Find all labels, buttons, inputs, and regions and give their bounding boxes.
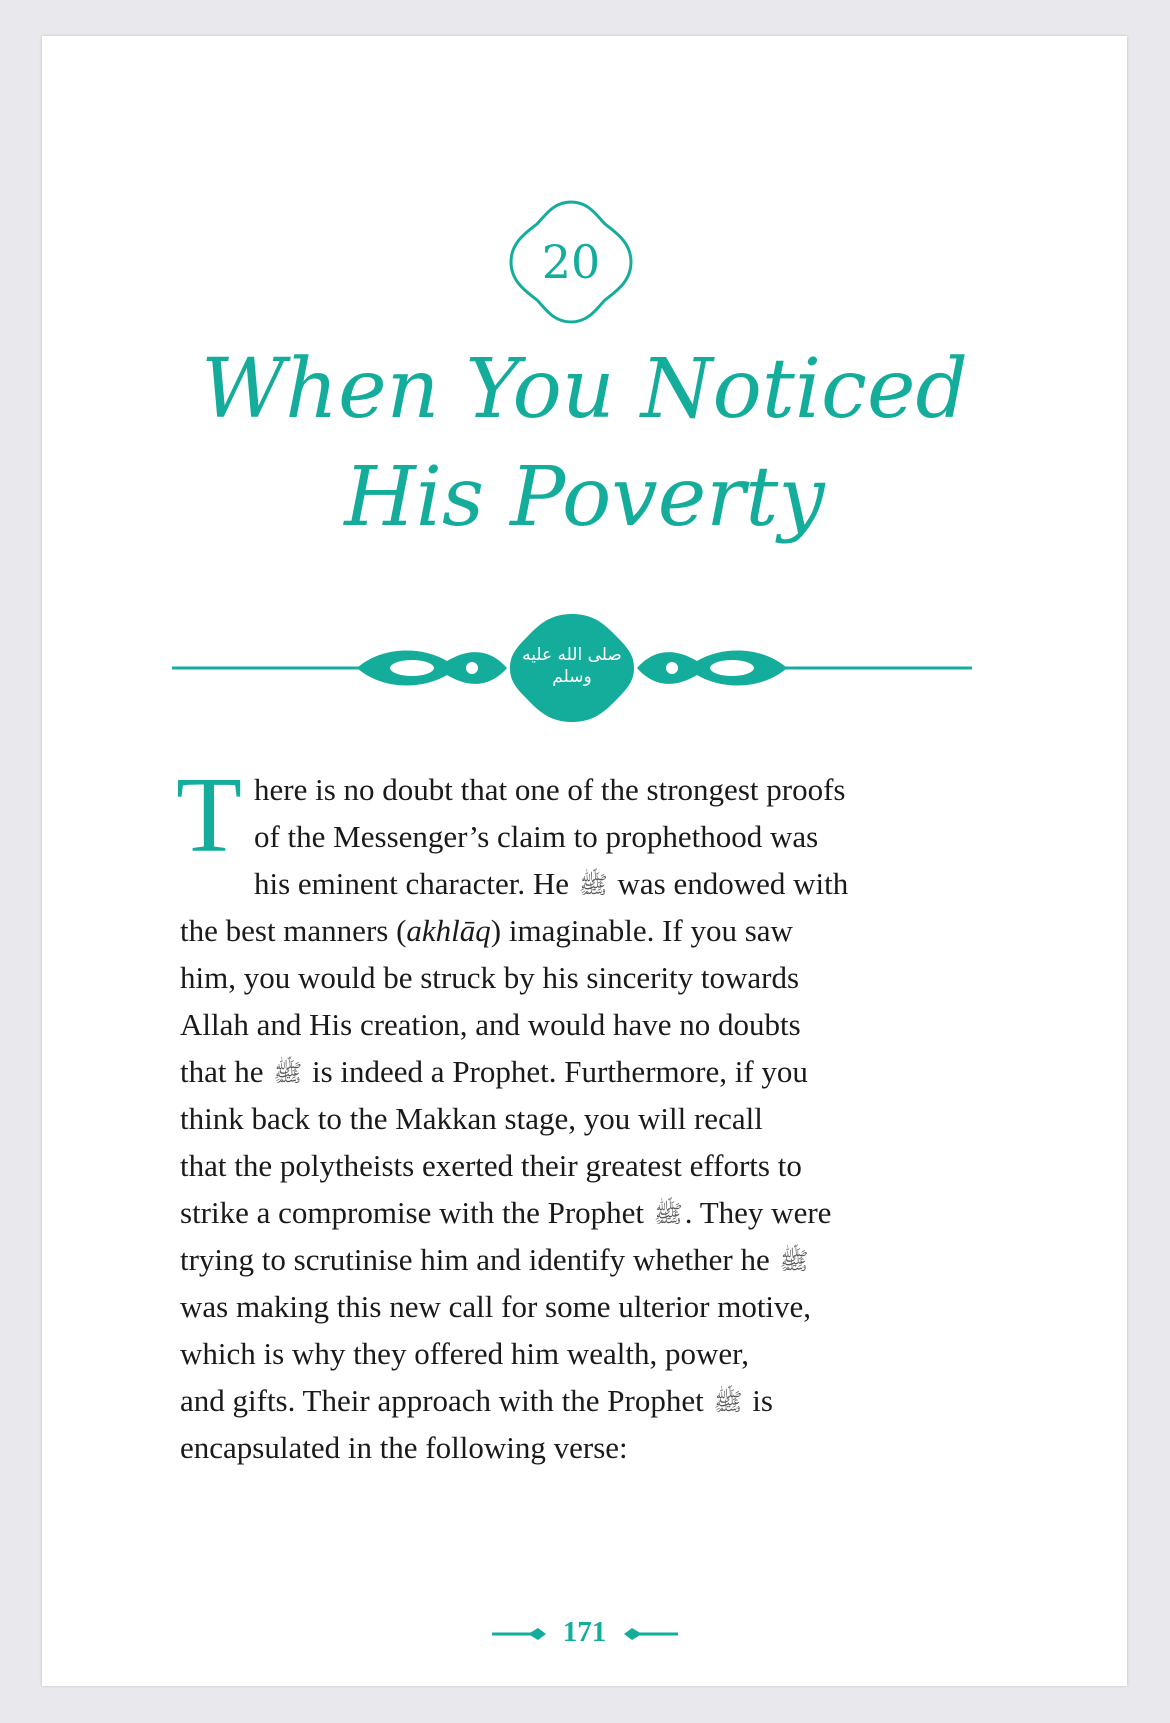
honorific-icon: ﷺ [578,873,608,900]
honorific-icon: ﷺ [713,1390,743,1417]
body-paragraph [176,756,960,1471]
drop-cap: T [176,756,242,875]
body-line: think back to the Makkan stage, you will recall [180,1101,763,1136]
body-line: that the polytheists exerted their greatest efforts to [180,1148,802,1183]
body-line: his eminent character. He ﷺ was endowed with [180,860,960,907]
body-line: encapsulated in the following verse: [180,1430,628,1465]
footer-ornament-left-icon [492,1627,546,1641]
honorific-icon: ﷺ [779,1249,809,1276]
body-line: him, you would be struck by his sincerity towards [180,960,800,995]
chapter-title-line-1: When You Noticed [201,342,968,437]
page-number: 171 [562,1616,607,1648]
chapter-title [42,336,1127,552]
page-footer [42,1616,1127,1649]
book-page [42,36,1127,1686]
body-line: the best manners (akhlāq) imaginable. If you saw [180,913,793,948]
italic-term: akhlāq [406,913,491,948]
body-line: which is why they offered him wealth, power, [180,1336,749,1371]
honorific-icon: ﷺ [273,1061,303,1088]
footer-ornament-right-icon [624,1627,678,1641]
body-line: strike a compromise with the Prophet ﷺ. They were [180,1189,960,1236]
body-line: of the Messenger’s claim to prophethood was [253,819,819,854]
chapter-title-line-2: His Poverty [344,450,825,545]
body-line: trying to scrutinise him and identify whether he ﷺ [180,1236,960,1283]
body-line: that he ﷺ is indeed a Prophet. Furthermore, if you [180,1048,960,1095]
body-line: and gifts. Their approach with the Prophet ﷺ is [180,1377,960,1424]
body-line: here is no doubt that one of the strongest proofs [253,772,846,807]
ornament-calligraphy: صلى الله عليه وسلم [522,645,622,687]
chapter-number: 20 [541,235,601,289]
body-line: was making this new call for some ulterior motive, [180,1289,812,1324]
honorific-icon: ﷺ [653,1202,683,1229]
body-line: Allah and His creation, and would have no doubts [180,1007,801,1042]
